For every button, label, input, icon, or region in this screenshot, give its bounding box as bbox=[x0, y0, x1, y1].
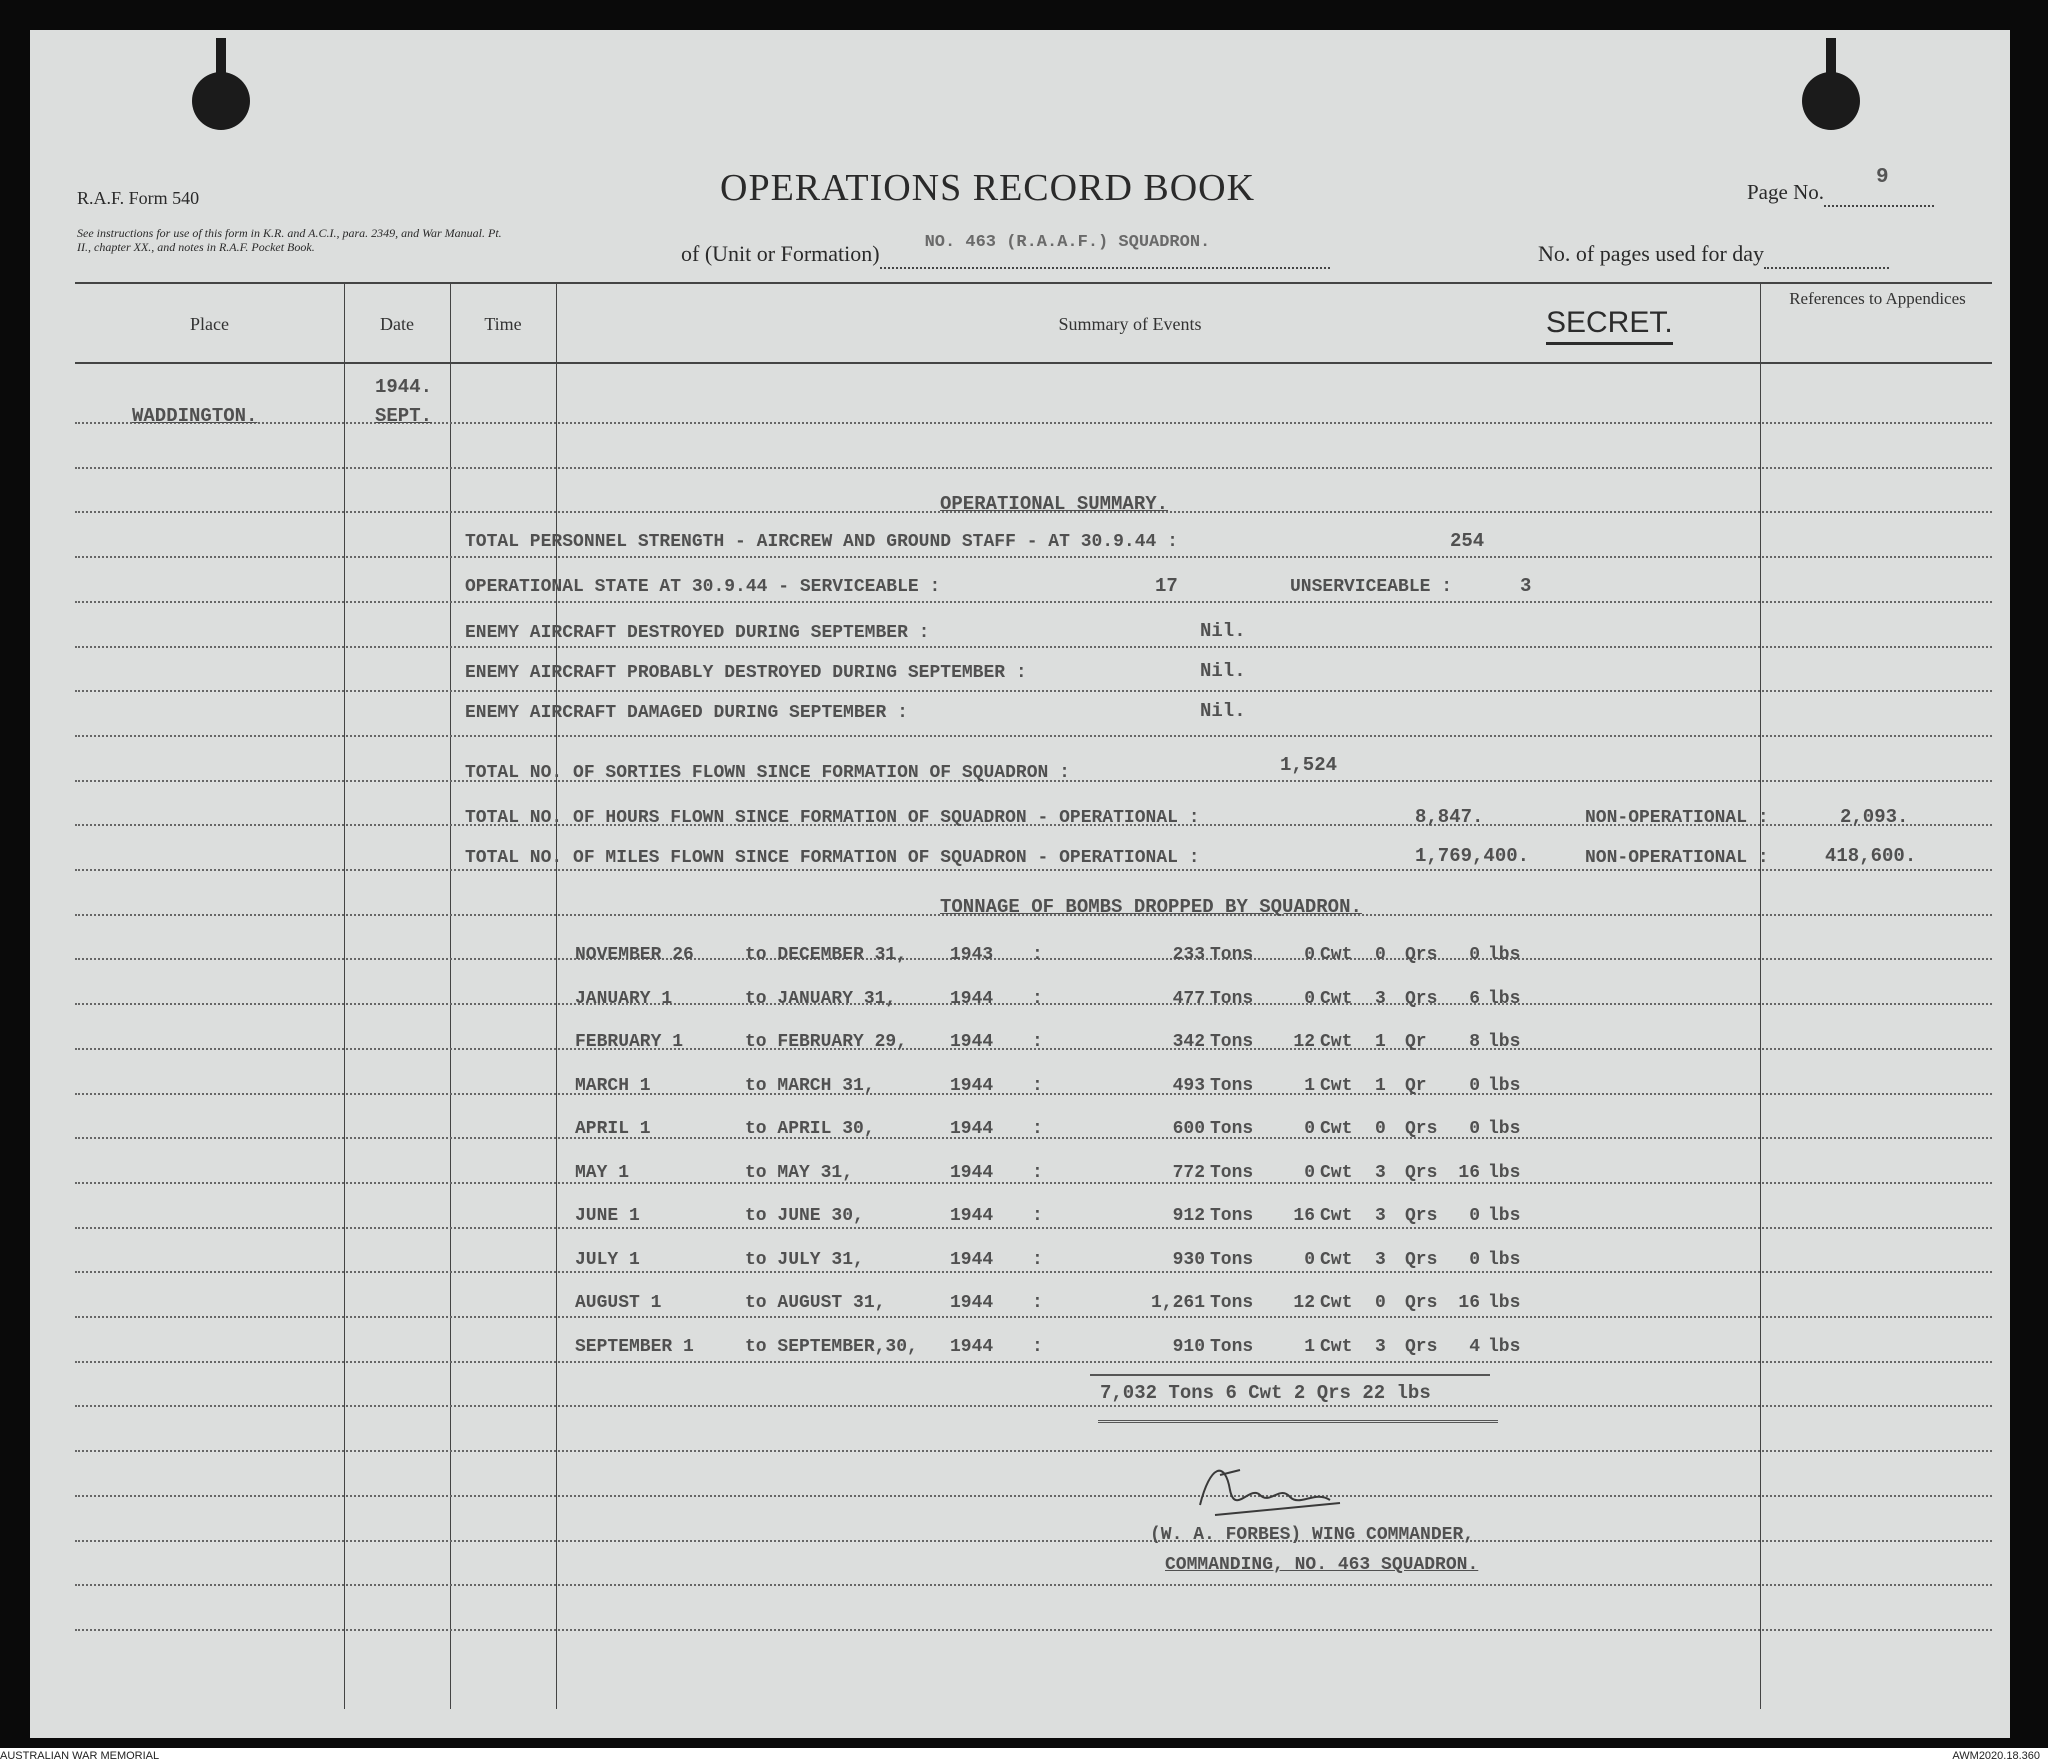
tonnage-colon: : bbox=[1032, 1032, 1043, 1052]
ruled-line bbox=[75, 1271, 1992, 1273]
state-label: OPERATIONAL STATE AT 30.9.44 - SERVICEABLE : bbox=[465, 577, 941, 597]
ruled-line bbox=[75, 1405, 1992, 1407]
tonnage-year: 1944 bbox=[950, 1293, 994, 1313]
tonnage-qrs-unit: Qrs bbox=[1405, 945, 1438, 965]
tonnage-tons-unit: Tons bbox=[1210, 1163, 1254, 1183]
tonnage-colon: : bbox=[1032, 1337, 1043, 1357]
signature-role: COMMANDING, NO. 463 SQUADRON. bbox=[1165, 1555, 1479, 1575]
ruled-line bbox=[75, 556, 1992, 558]
ruled-line bbox=[75, 690, 1992, 692]
enemy-destroyed-label: ENEMY AIRCRAFT DESTROYED DURING SEPTEMBER : bbox=[465, 623, 930, 643]
tonnage-cwt: 0 bbox=[1304, 1250, 1315, 1270]
hours-nonop-value: 2,093. bbox=[1840, 806, 1909, 828]
tonnage-lbs-unit: lbs bbox=[1488, 1119, 1521, 1139]
tonnage-qrs: 3 bbox=[1375, 1250, 1386, 1270]
tonnage-tons-unit: Tons bbox=[1210, 989, 1254, 1009]
footer-right: AWM2020.18.360 bbox=[1952, 1750, 2040, 1762]
tonnage-from: MAY 1 bbox=[575, 1163, 630, 1183]
tonnage-tons-unit: Tons bbox=[1210, 1119, 1254, 1139]
total-tons-unit: Tons bbox=[1168, 1382, 1215, 1404]
tonnage-tons: 233 bbox=[1172, 945, 1205, 965]
tonnage-to: to MARCH 31, bbox=[745, 1076, 875, 1096]
tonnage-lbs-unit: lbs bbox=[1488, 945, 1521, 965]
tonnage-qrs: 3 bbox=[1375, 1206, 1386, 1226]
tonnage-tons-unit: Tons bbox=[1210, 1337, 1254, 1357]
column-header-references: References to Appendices bbox=[1789, 289, 1966, 308]
hours-operational: 8,847. bbox=[1415, 806, 1484, 828]
tonnage-cwt: 1 bbox=[1304, 1337, 1315, 1357]
hours-nonop-label: NON-OPERATIONAL : bbox=[1585, 808, 1769, 828]
tonnage-colon: : bbox=[1032, 989, 1043, 1009]
strength-value: 254 bbox=[1450, 530, 1485, 552]
ruled-line bbox=[75, 1584, 1992, 1586]
tonnage-heading: TONNAGE OF BOMBS DROPPED BY SQUADRON. bbox=[940, 896, 1362, 918]
total-lbs-unit: lbs bbox=[1396, 1382, 1431, 1404]
tonnage-qrs: 1 bbox=[1375, 1076, 1386, 1096]
ruled-line bbox=[75, 1361, 1992, 1363]
tonnage-colon: : bbox=[1032, 1293, 1043, 1313]
header-bottom-rule bbox=[75, 362, 1992, 364]
tonnage-tons-unit: Tons bbox=[1210, 1206, 1254, 1226]
tonnage-tons-unit: Tons bbox=[1210, 1250, 1254, 1270]
total-rule-top bbox=[1090, 1374, 1490, 1376]
tonnage-qrs: 3 bbox=[1375, 1337, 1386, 1357]
tonnage-from: AUGUST 1 bbox=[575, 1293, 662, 1313]
tonnage-cwt: 12 bbox=[1293, 1032, 1315, 1052]
tonnage-qrs: 0 bbox=[1375, 1119, 1386, 1139]
serviceable-value: 17 bbox=[1155, 575, 1178, 597]
tonnage-cwt: 0 bbox=[1304, 945, 1315, 965]
hours-label: TOTAL NO. OF HOURS FLOWN SINCE FORMATION OF SQUADRON - OPERATIONAL : bbox=[465, 808, 1200, 828]
tonnage-lbs: 4 bbox=[1469, 1337, 1480, 1357]
page-title: OPERATIONS RECORD BOOK bbox=[720, 167, 1256, 209]
tonnage-to: to JUNE 30, bbox=[745, 1206, 864, 1226]
tonnage-lbs: 8 bbox=[1469, 1032, 1480, 1052]
tonnage-cwt-unit: Cwt bbox=[1320, 989, 1353, 1009]
summary-heading: OPERATIONAL SUMMARY. bbox=[940, 493, 1169, 515]
form-number: R.A.F. Form 540 bbox=[77, 188, 200, 208]
tonnage-tons: 910 bbox=[1172, 1337, 1205, 1357]
total-tons: 7,032 bbox=[1100, 1382, 1158, 1404]
date-year: 1944. bbox=[375, 376, 433, 398]
page-number-text: Page No. bbox=[1747, 180, 1824, 204]
tonnage-tons: 772 bbox=[1172, 1163, 1205, 1183]
tonnage-year: 1944 bbox=[950, 1163, 994, 1183]
tonnage-tons: 912 bbox=[1172, 1206, 1205, 1226]
unit-label: of (Unit or Formation) bbox=[681, 241, 880, 266]
tonnage-to: to AUGUST 31, bbox=[745, 1293, 886, 1313]
tonnage-lbs-unit: lbs bbox=[1488, 1293, 1521, 1313]
tonnage-cwt: 0 bbox=[1304, 1119, 1315, 1139]
tonnage-to: to JULY 31, bbox=[745, 1250, 864, 1270]
tonnage-from: JULY 1 bbox=[575, 1250, 640, 1270]
tonnage-tons-unit: Tons bbox=[1210, 945, 1254, 965]
tonnage-tons: 477 bbox=[1172, 989, 1205, 1009]
tonnage-cwt-unit: Cwt bbox=[1320, 1337, 1353, 1357]
column-header-time: Time bbox=[484, 314, 522, 334]
tonnage-qrs-unit: Qrs bbox=[1405, 989, 1438, 1009]
ruled-line bbox=[75, 601, 1992, 603]
strength-label: TOTAL PERSONNEL STRENGTH - AIRCREW AND GROUND STAFF - AT 30.9.44 : bbox=[465, 532, 1178, 552]
tonnage-lbs: 16 bbox=[1458, 1163, 1480, 1183]
ruled-line bbox=[75, 1495, 1992, 1497]
tonnage-year: 1944 bbox=[950, 1032, 994, 1052]
enemy-probable-value: Nil. bbox=[1200, 660, 1246, 682]
total-rule-bottom bbox=[1098, 1420, 1498, 1423]
miles-nonop-value: 418,600. bbox=[1825, 845, 1917, 867]
tonnage-cwt-unit: Cwt bbox=[1320, 1163, 1353, 1183]
tonnage-total-row bbox=[1100, 1382, 1431, 1404]
date-month: SEPT. bbox=[375, 405, 433, 427]
column-header-date: Date bbox=[380, 314, 414, 334]
tonnage-qrs-unit: Qr bbox=[1405, 1076, 1427, 1096]
total-cwt-unit: Cwt bbox=[1248, 1382, 1283, 1404]
tonnage-from: JANUARY 1 bbox=[575, 989, 673, 1009]
tonnage-tons: 1,261 bbox=[1150, 1293, 1205, 1313]
tonnage-lbs-unit: lbs bbox=[1488, 1337, 1521, 1357]
tonnage-year: 1944 bbox=[950, 1076, 994, 1096]
tonnage-qrs: 1 bbox=[1375, 1032, 1386, 1052]
tonnage-lbs: 0 bbox=[1469, 1250, 1480, 1270]
tonnage-qrs-unit: Qrs bbox=[1405, 1163, 1438, 1183]
tonnage-lbs: 0 bbox=[1469, 945, 1480, 965]
tonnage-from: MARCH 1 bbox=[575, 1076, 651, 1096]
tonnage-qrs-unit: Qr bbox=[1405, 1032, 1427, 1052]
tonnage-colon: : bbox=[1032, 1206, 1043, 1226]
tonnage-from: FEBRUARY 1 bbox=[575, 1032, 684, 1052]
enemy-damaged-label: ENEMY AIRCRAFT DAMAGED DURING SEPTEMBER : bbox=[465, 703, 908, 723]
tonnage-cwt-unit: Cwt bbox=[1320, 945, 1353, 965]
binder-hole-right bbox=[1802, 72, 1860, 130]
tonnage-qrs-unit: Qrs bbox=[1405, 1293, 1438, 1313]
place-value: WADDINGTON. bbox=[132, 405, 258, 427]
tonnage-cwt: 0 bbox=[1304, 1163, 1315, 1183]
ruled-line bbox=[75, 1227, 1992, 1229]
column-header-summary: Summary of Events bbox=[1058, 314, 1202, 334]
tonnage-lbs: 0 bbox=[1469, 1119, 1480, 1139]
tonnage-qrs: 3 bbox=[1375, 989, 1386, 1009]
tonnage-to: to MAY 31, bbox=[745, 1163, 854, 1183]
sorties-label: TOTAL NO. OF SORTIES FLOWN SINCE FORMATION OF SQUADRON : bbox=[465, 763, 1070, 783]
unserviceable-value: 3 bbox=[1520, 575, 1532, 597]
header-top-rule bbox=[75, 282, 1992, 284]
tonnage-year: 1943 bbox=[950, 945, 994, 965]
ruled-line bbox=[75, 1450, 1992, 1452]
tonnage-from: APRIL 1 bbox=[575, 1119, 651, 1139]
tonnage-year: 1944 bbox=[950, 1250, 994, 1270]
tonnage-lbs-unit: lbs bbox=[1488, 1250, 1521, 1270]
tonnage-lbs-unit: lbs bbox=[1488, 1076, 1521, 1096]
tonnage-tons: 342 bbox=[1172, 1032, 1205, 1052]
total-lbs: 22 bbox=[1362, 1382, 1386, 1404]
enemy-destroyed-value: Nil. bbox=[1200, 620, 1246, 642]
tonnage-lbs-unit: lbs bbox=[1488, 1206, 1521, 1226]
ruled-line bbox=[75, 1629, 1992, 1631]
tonnage-cwt-unit: Cwt bbox=[1320, 1206, 1353, 1226]
tonnage-tons-unit: Tons bbox=[1210, 1293, 1254, 1313]
tonnage-tons-unit: Tons bbox=[1210, 1032, 1254, 1052]
tonnage-cwt-unit: Cwt bbox=[1320, 1076, 1353, 1096]
tonnage-colon: : bbox=[1032, 1163, 1043, 1183]
tonnage-cwt: 16 bbox=[1293, 1206, 1315, 1226]
binder-hole-left bbox=[192, 72, 250, 130]
tonnage-cwt-unit: Cwt bbox=[1320, 1250, 1353, 1270]
tonnage-lbs: 16 bbox=[1458, 1293, 1480, 1313]
secret-stamp: SECRET. bbox=[1546, 306, 1673, 345]
tonnage-tons-unit: Tons bbox=[1210, 1076, 1254, 1096]
tonnage-cwt-unit: Cwt bbox=[1320, 1293, 1353, 1313]
pages-used-label: No. of pages used for day bbox=[1538, 241, 1765, 266]
tonnage-colon: : bbox=[1032, 1076, 1043, 1096]
total-qrs: 2 bbox=[1293, 1382, 1306, 1404]
tonnage-year: 1944 bbox=[950, 989, 994, 1009]
pages-used-line bbox=[1538, 241, 1889, 269]
tonnage-tons: 930 bbox=[1172, 1250, 1205, 1270]
tonnage-year: 1944 bbox=[950, 1119, 994, 1139]
unit-line bbox=[681, 233, 1330, 269]
tonnage-colon: : bbox=[1032, 945, 1043, 965]
tonnage-from: JUNE 1 bbox=[575, 1206, 640, 1226]
column-header-place: Place bbox=[190, 314, 229, 334]
tonnage-to: to FEBRUARY 29, bbox=[745, 1032, 908, 1052]
tonnage-lbs-unit: lbs bbox=[1488, 1032, 1521, 1052]
tonnage-to: to DECEMBER 31, bbox=[745, 945, 908, 965]
miles-label: TOTAL NO. OF MILES FLOWN SINCE FORMATION OF SQUADRON - OPERATIONAL : bbox=[465, 848, 1200, 868]
footer-left: AUSTRALIAN WAR MEMORIAL bbox=[0, 1750, 160, 1762]
ruled-line bbox=[75, 1540, 1992, 1542]
tonnage-cwt: 1 bbox=[1304, 1076, 1315, 1096]
ruled-line bbox=[75, 869, 1992, 871]
tonnage-lbs: 6 bbox=[1469, 989, 1480, 1009]
page-number-label bbox=[1747, 166, 1934, 207]
tonnage-to: to JANUARY 31, bbox=[745, 989, 897, 1009]
unserviceable-label: UNSERVICEABLE : bbox=[1290, 577, 1453, 597]
unit-value: NO. 463 (R.A.A.F.) SQUADRON. bbox=[924, 233, 1211, 252]
tonnage-qrs: 0 bbox=[1375, 1293, 1386, 1313]
tonnage-tons: 600 bbox=[1172, 1119, 1205, 1139]
tonnage-qrs: 3 bbox=[1375, 1163, 1386, 1183]
tonnage-to: to APRIL 30, bbox=[745, 1119, 875, 1139]
tonnage-qrs-unit: Qrs bbox=[1405, 1119, 1438, 1139]
tonnage-qrs-unit: Qrs bbox=[1405, 1250, 1438, 1270]
page-number-value: 9 bbox=[1876, 166, 1889, 189]
tonnage-cwt: 12 bbox=[1293, 1293, 1315, 1313]
tonnage-year: 1944 bbox=[950, 1206, 994, 1226]
tonnage-cwt: 0 bbox=[1304, 989, 1315, 1009]
tonnage-qrs: 0 bbox=[1375, 945, 1386, 965]
tonnage-from: SEPTEMBER 1 bbox=[575, 1337, 694, 1357]
ruled-line bbox=[75, 467, 1992, 469]
tonnage-colon: : bbox=[1032, 1250, 1043, 1270]
tonnage-qrs-unit: Qrs bbox=[1405, 1337, 1438, 1357]
tonnage-lbs-unit: lbs bbox=[1488, 989, 1521, 1009]
signature-scrawl bbox=[1180, 1445, 1380, 1535]
total-qrs-unit: Qrs bbox=[1316, 1382, 1351, 1404]
sorties-value: 1,524 bbox=[1280, 754, 1338, 776]
ruled-line bbox=[75, 422, 1992, 424]
tonnage-year: 1944 bbox=[950, 1337, 994, 1357]
ruled-line bbox=[75, 646, 1992, 648]
tonnage-from: NOVEMBER 26 bbox=[575, 945, 694, 965]
miles-nonop-label: NON-OPERATIONAL : bbox=[1585, 848, 1769, 868]
enemy-damaged-value: Nil. bbox=[1200, 700, 1246, 722]
tonnage-cwt-unit: Cwt bbox=[1320, 1032, 1353, 1052]
tonnage-colon: : bbox=[1032, 1119, 1043, 1139]
signature-name: (W. A. FORBES) WING COMMANDER, bbox=[1150, 1525, 1475, 1545]
tonnage-lbs: 0 bbox=[1469, 1076, 1480, 1096]
enemy-probable-label: ENEMY AIRCRAFT PROBABLY DESTROYED DURING SEPTEMBER : bbox=[465, 663, 1027, 683]
tonnage-lbs-unit: lbs bbox=[1488, 1163, 1521, 1183]
ruled-line bbox=[75, 735, 1992, 737]
tonnage-lbs: 0 bbox=[1469, 1206, 1480, 1226]
miles-operational: 1,769,400. bbox=[1415, 845, 1530, 867]
form-sheet bbox=[30, 30, 2010, 1738]
total-cwt: 6 bbox=[1225, 1382, 1237, 1404]
tonnage-to: to SEPTEMBER,30, bbox=[745, 1337, 918, 1357]
tonnage-cwt-unit: Cwt bbox=[1320, 1119, 1353, 1139]
tonnage-qrs-unit: Qrs bbox=[1405, 1206, 1438, 1226]
tonnage-tons: 493 bbox=[1172, 1076, 1205, 1096]
form-instructions: See instructions for use of this form in K.R. and A.C.I., para. 2349, and War Manual. Pt. II., chapter XX., and notes in R.A.F. Pocket Book. bbox=[77, 226, 502, 254]
ruled-line bbox=[75, 1316, 1992, 1318]
